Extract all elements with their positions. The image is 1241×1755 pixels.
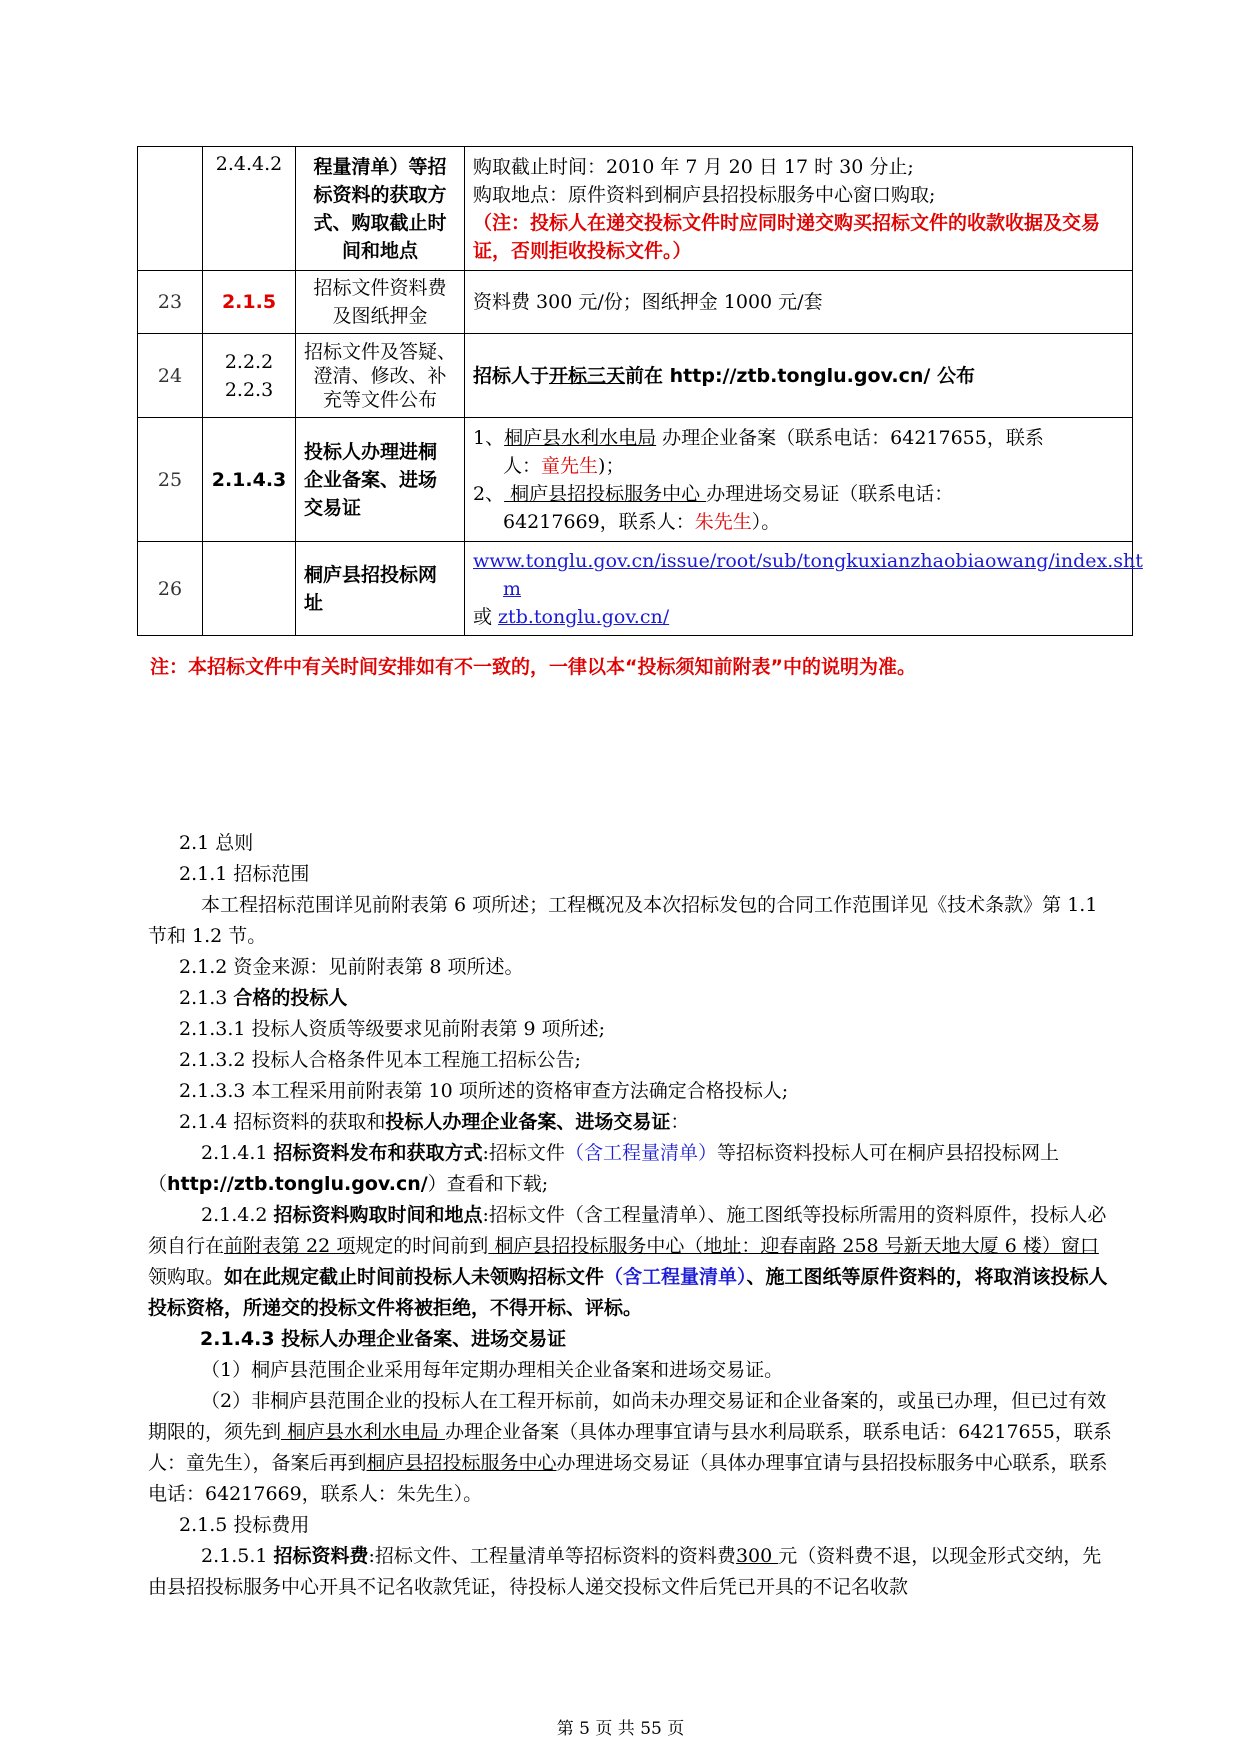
row-number: 26 — [138, 542, 203, 636]
item-content: 资料费 300 元/份；图纸押金 1000 元/套 — [465, 271, 1133, 334]
item-name — [296, 147, 465, 271]
bid-instructions-front-table — [137, 146, 1143, 636]
section-title: 招标资料购取时间和地点 — [273, 1204, 483, 1226]
text-underlined: 桐庐县招投标服务中心（地址：迎春南路 258 号新天地大厦 6 楼）窗口 — [488, 1235, 1099, 1257]
registration-item-2-cont — [473, 508, 1124, 536]
text-underlined: 前附表第 22 项 — [224, 1235, 356, 1257]
publish-time: 开标三天 — [549, 364, 626, 387]
publish-text: 前在 http://ztb.tonglu.gov.cn/ 公布 — [625, 364, 975, 387]
section-heading: 2.1.1 招标范围 — [179, 863, 310, 885]
item-name-line: 程量清单）等招 — [313, 155, 447, 178]
item-name-line: 桐庐县招投标网 — [304, 563, 438, 586]
website-url: http://ztb.tonglu.gov.cn/ — [167, 1173, 428, 1195]
text-underlined: 桐庐县水利水电局 — [281, 1421, 446, 1443]
timing-note: 注：本招标文件中有关时间安排如有不一致的，一律以本“投标须知前附表”中的说明为准。 — [150, 656, 916, 678]
receipt-note: （注：投标人在递交投标文件时应同时递交购买招标文件的收款收据及交易证，否则拒收投标文件。） — [473, 211, 1101, 262]
item-num: 1、 — [473, 426, 505, 449]
text-bold: 、施工图纸等原件资料的，将取消该投标人投标资格，所递交的投标文件将被拒绝，不得开标、评标。 — [148, 1266, 1108, 1319]
table-row — [138, 542, 1133, 636]
item-name — [296, 418, 465, 542]
registration-item-1-cont — [473, 452, 1124, 480]
item-name-line: 间和地点 — [341, 239, 418, 262]
org-name: 桐庐县招投标服务中心 — [504, 482, 707, 505]
clause-number: 2.1.5 — [203, 271, 296, 334]
item-name-line: 澄清、修改、补 — [313, 364, 447, 387]
text-bold: 如在此规定截止时间前投标人未领购招标文件 — [224, 1266, 605, 1288]
paragraph: 本工程招标范围详见前附表第 6 项所述；工程概况及本次招标发包的合同工作范围详见《技术条款》第 1.1 节和 1.2 节。 — [148, 894, 1098, 947]
item-name — [296, 542, 465, 636]
tonglu-website-link[interactable]: www.tonglu.gov.cn/issue/root/sub/tongkuxianzhaobiaowang/index.sht — [473, 549, 1143, 572]
text: 办理企业备案（具体办理事宜请与县水利局联系，联系电话：64217655，联系人：童先生），备案后再到 — [148, 1421, 1112, 1474]
ztb-website-link[interactable]: ztb.tonglu.gov.cn/ — [498, 605, 670, 628]
table-row — [138, 147, 1133, 271]
row-number: 24 — [138, 334, 203, 418]
section-heading — [148, 983, 1112, 1014]
item-name-line: 交易证 — [304, 496, 362, 519]
item-name-line: 招标文件资料费 — [313, 277, 447, 299]
paragraph — [148, 1541, 1112, 1603]
registration-item-1 — [473, 424, 1124, 452]
section-heading: 2.1 总则 — [179, 832, 254, 854]
item-name-line: 及图纸押金 — [332, 305, 428, 327]
purchase-deadline: 购取截止时间：2010 年 7 月 20 日 17 时 30 分止; — [473, 155, 914, 178]
section-num: 2.1.3 — [179, 987, 234, 1009]
item-name — [296, 334, 465, 418]
item-name-line: 企业备案、进场 — [304, 468, 438, 491]
section-title: 招标资料发布和获取方式 — [273, 1142, 483, 1164]
text: ）查看和下载; — [427, 1173, 549, 1195]
paragraph: 2.1.3.3 本工程采用前附表第 10 项所述的资格审查方法确定合格投标人; — [179, 1080, 789, 1102]
contact-person: 童先生 — [541, 454, 599, 477]
text: 领购取。 — [148, 1266, 225, 1288]
section-title: 招标资料费 — [273, 1545, 369, 1567]
paragraph: 2.1.3.1 投标人资质等级要求见前附表第 9 项所述; — [179, 1018, 606, 1040]
page-footer: 第 5 页 共 55 页 — [556, 1719, 685, 1739]
text: 等招标资料投标人可在桐庐县招投标网上（ — [148, 1142, 1059, 1195]
tonglu-website-link-cont[interactable]: m — [503, 577, 522, 600]
clause-number — [203, 334, 296, 418]
item-text: 人： — [503, 454, 542, 477]
clause-text: 2.2.2 — [224, 350, 274, 373]
text: :招标文件（含工程量清单）、施工图纸等投标所需用的资料原件，投标人必须自行在 — [148, 1204, 1107, 1257]
item-text: 办理企业备案（联系电话：64217655，联系 — [656, 426, 1044, 449]
text: （2）非桐庐县范围企业的投标人在工程开标前，如尚未办理交易证和企业备案的，或虽已办理，但已过有效期限的，须先到 — [148, 1390, 1107, 1443]
paragraph: 2.1.3.2 投标人合格条件见本工程施工招标公告; — [179, 1049, 581, 1071]
item-content — [465, 334, 1133, 418]
text-underlined: 300 — [735, 1545, 779, 1567]
text: 规定的时间前到 — [355, 1235, 489, 1257]
text: 办理进场交易证（具体办理事宜请与县招投标服务中心联系，联系电话：64217669，联系人：朱先生）。 — [148, 1452, 1108, 1505]
section-heading: 2.1.5 投标费用 — [179, 1514, 310, 1536]
general-provisions — [148, 828, 1112, 1603]
paragraph — [148, 1107, 1112, 1138]
or-text: 或 — [473, 605, 499, 628]
paragraph: 2.1.2 资金来源：见前附表第 8 项所述。 — [179, 956, 524, 978]
publish-text: 招标人于 — [473, 364, 550, 387]
item-name-line: 投标人办理进桐 — [304, 440, 438, 463]
row-number — [138, 147, 203, 271]
clause-number — [203, 542, 296, 636]
purchase-place: 购取地点：原件资料到桐庐县招投标服务中心窗口购取; — [473, 183, 936, 206]
registration-item-2 — [473, 480, 1124, 508]
item-text: 64217669，联系人： — [503, 510, 695, 533]
section-heading: 2.1.4.3 投标人办理企业备案、进场交易证 — [200, 1328, 567, 1350]
section-num: 2.1.4.1 — [201, 1142, 274, 1164]
table-row — [138, 271, 1133, 334]
paragraph — [148, 1200, 1112, 1324]
item-text: 办理进场交易证（联系电话： — [706, 482, 954, 505]
text-underlined: 桐庐县招投标服务中心 — [366, 1452, 557, 1474]
org-name: 桐庐县水利水电局 — [504, 426, 657, 449]
paragraph — [148, 1386, 1112, 1510]
text-blue: （含工程量清单） — [604, 1266, 747, 1288]
item-text: ）。 — [751, 510, 781, 533]
table-row — [138, 418, 1133, 542]
section-num: 2.1.4.2 — [201, 1204, 274, 1226]
item-name-line: 充等文件公布 — [322, 388, 437, 411]
item-content — [465, 418, 1133, 542]
item-name-line: 址 — [304, 591, 324, 614]
clause-number — [203, 147, 296, 271]
text: 元（资料费不退，以现金形式交纳，先由县招投标服务中心开具不记名收款凭证，待投标人递交投标文件后凭已开具的不记名收款 — [148, 1545, 1102, 1598]
section-title: 合格的投标人 — [233, 987, 348, 1009]
row-number: 23 — [138, 271, 203, 334]
paragraph: （1）桐庐县范围企业采用每年定期办理相关企业备案和进场交易证。 — [201, 1359, 784, 1381]
text: ： — [670, 1111, 690, 1133]
clause-text: 2.4.4.2 — [215, 153, 283, 175]
clause-number: 2.1.4.3 — [203, 418, 296, 542]
clause-text: 2.2.3 — [224, 378, 274, 401]
paragraph — [148, 1138, 1112, 1200]
text-blue: （含工程量清单） — [564, 1142, 717, 1164]
item-text: )； — [598, 454, 625, 477]
text-bold: 投标人办理企业备案、进场交易证 — [385, 1111, 671, 1133]
item-name-line: 招标文件及答疑、 — [304, 340, 457, 363]
table-row — [138, 334, 1133, 418]
item-name-line: 标资料的获取方 — [313, 183, 447, 206]
item-name-line: 式、购取截止时 — [313, 211, 447, 234]
text: 2.1.4 招标资料的获取和 — [179, 1111, 386, 1133]
contact-person: 朱先生 — [694, 510, 752, 533]
text: :招标文件 — [482, 1142, 565, 1164]
text: :招标文件、工程量清单等招标资料的资料费 — [368, 1545, 736, 1567]
item-num: 2、 — [473, 482, 505, 505]
item-content — [465, 542, 1143, 636]
section-num: 2.1.5.1 — [201, 1545, 274, 1567]
item-content — [465, 147, 1133, 271]
row-number: 25 — [138, 418, 203, 542]
item-name — [296, 271, 465, 334]
